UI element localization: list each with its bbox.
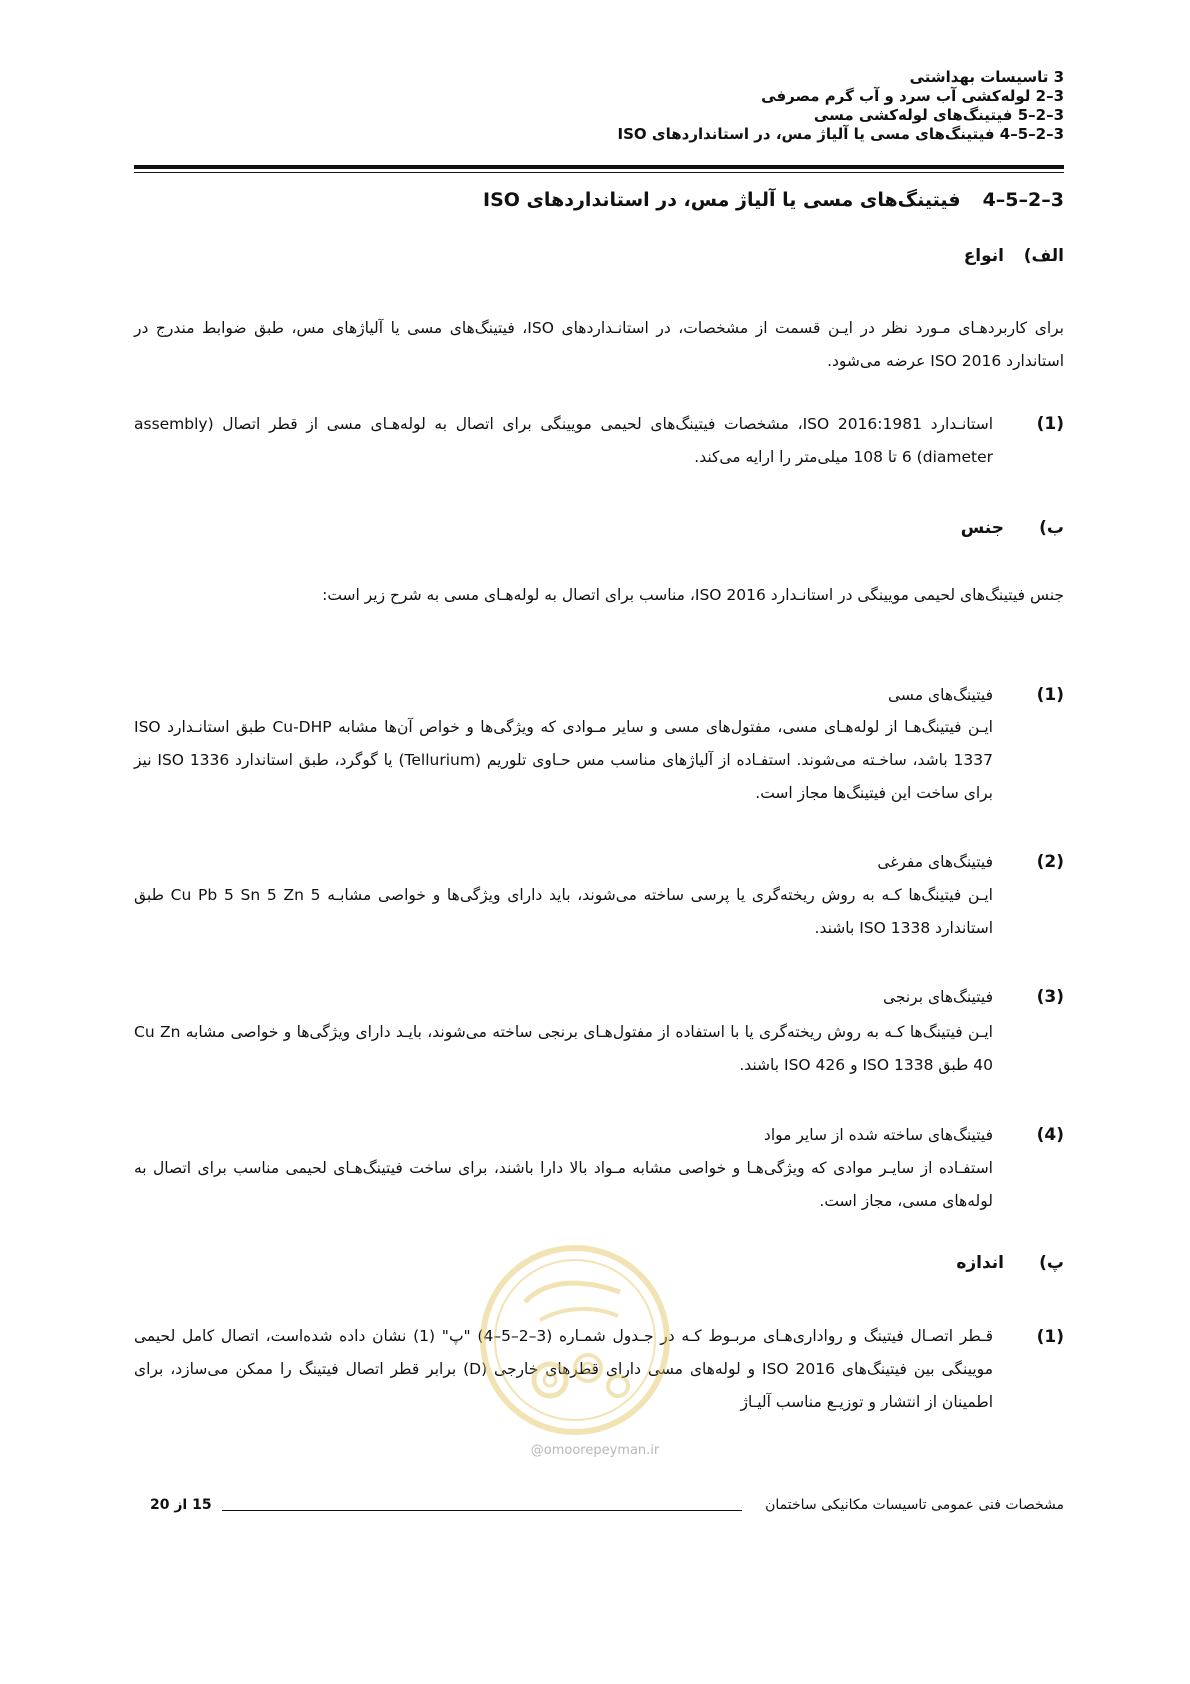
footer-rule [222, 1510, 742, 1511]
item-title: فیتینگ‌های مفرغی [877, 853, 993, 871]
header-line-1: 3 تاسیسات بهداشتی [909, 68, 1064, 86]
paragraph-types: برای کاربردهـای مـورد نظر در ایـن قسمت از مشخصات، در استانـداردهای ISO، فیتینگ‌های مسی یا آلیاژهای مس، طبق ضوابط مندرج در استاندارد ISO 2016 عرضه می‌شود. [134, 319, 1064, 370]
item-title: فیتینگ‌های برنجی [882, 988, 993, 1006]
section-number: 3–2–5–4 [982, 189, 1064, 211]
item-body: استفـاده از سایـر موادی که ویژگی‌هـا و خواصی مشابه مـواد بالا دارا باشند، برای ساخت فیتینگ‌هـای لحیمی مناسب برای اتصال به لوله‌های مسی، مجاز است. [134, 1159, 993, 1210]
item-title: فیتینگ‌های مسی [888, 686, 993, 704]
footer-title: مشخصات فنی عمومی تاسیسات مکانیکی ساختمان [765, 1497, 1064, 1513]
subheading-size [956, 1251, 1064, 1275]
running-header [618, 68, 1065, 144]
item-number: (1) [1036, 414, 1064, 434]
item-body: قـطر اتصـال فیتینگ و رواداری‌هـای مربـوط کـه در جـدول شمـاره (3–2–5–4) "پ" (1) نشان داده شده‌است، اتصال کامل لحیمی مویینگی بین فیتینگ‌های ISO 2016 و لوله‌های مسی دارای قطرهای خارجی (D) برابر قطر اتصال فیتینگ را ممکن می‌سازد، برای اطمینان از انتشار و توزیـع مناسب آلیـاژ [134, 1327, 994, 1411]
item-number: (3) [1036, 987, 1064, 1007]
item-number: (2) [1036, 852, 1064, 872]
subheading-types [964, 244, 1064, 268]
item-body: ایـن فیتینگ‌ها کـه به روش ریخته‌گری یا پرسی ساخته می‌شوند، باید دارای ویژگی‌ها و خواصی مشابـه Cu Pb 5 Sn 5 Zn 5 طبق استاندارد ISO 1338 باشند. [134, 886, 993, 937]
item-title: فیتینگ‌های ساخته شده از سایر مواد [763, 1126, 993, 1144]
watermark-logo [470, 1240, 680, 1440]
subheading-text: انواع [963, 246, 1004, 266]
section-title-text: فیتینگ‌های مسی یا آلیاژ مس، در استانداردهای ISO [483, 189, 961, 211]
subheading-letter: پ) [1039, 1253, 1064, 1273]
item-number: (4) [1036, 1125, 1064, 1145]
watermark-url: @omoorepeyman.ir [530, 1443, 660, 1458]
page-number: 15 از 20 [150, 1497, 212, 1513]
item-body: ایـن فیتینگ‌ها کـه به روش ریخته‌گری یا با استفاده از مفتول‌هـای برنجی ساخته می‌شوند، بایـد دارای ویژگی‌ها و خواصی مشابه Cu Zn 40 طبق ISO 1338 و ISO 426 باشند. [134, 1023, 993, 1074]
header-rule-thin [134, 172, 1064, 173]
header-rule-thick [134, 165, 1064, 169]
subheading-letter: الف) [1023, 246, 1064, 266]
item-number: (1) [1036, 685, 1064, 705]
item-body: ایـن فیتینگ‌هـا از لوله‌هـای مسی، مفتول‌های مسی و سایر مـوادی که ویژگی‌ها و خواص آن‌ها مشابه Cu-DHP طبق استانـدارد ISO 1337 باشد، ساخـته می‌شوند. استفـاده از آلیاژهای مناسب مس حـاوی تلوریم (Tellurium) یا گوگرد، طبق استاندارد ISO 1336 نیز برای ساخت این فیتینگ‌ها مجاز است. [134, 718, 993, 802]
subheading-material [961, 516, 1064, 540]
subheading-letter: ب) [1039, 518, 1064, 538]
header-line-4: 3–2–5–4 فیتینگ‌های مسی یا آلیاژ مس، در استانداردهای ISO [617, 125, 1064, 143]
item-number: (1) [1036, 1327, 1064, 1347]
header-line-3: 3–2–5 فیتینگ‌های لوله‌کشی مسی [813, 106, 1064, 124]
header-line-2: 3–2 لوله‌کشی آب سرد و آب گرم مصرفی [761, 87, 1064, 105]
section-title [483, 187, 1064, 213]
item-body: استانـدارد ISO 2016:1981، مشخصات فیتینگ‌های لحیمی مویینگی برای اتصال به لوله‌هـای مسی از قطر اتصال (assembly diameter) 6 تا 108 میلی‌متر را ارایه می‌کند. [134, 415, 993, 466]
paragraph-material: جنس فیتینگ‌های لحیمی مویینگی در استانـدارد ISO 2016، مناسب برای اتصال به لوله‌هـای مسی به شرح زیر است: [322, 586, 1064, 604]
subheading-text: اندازه [956, 1253, 1004, 1273]
subheading-text: جنس [960, 518, 1004, 538]
